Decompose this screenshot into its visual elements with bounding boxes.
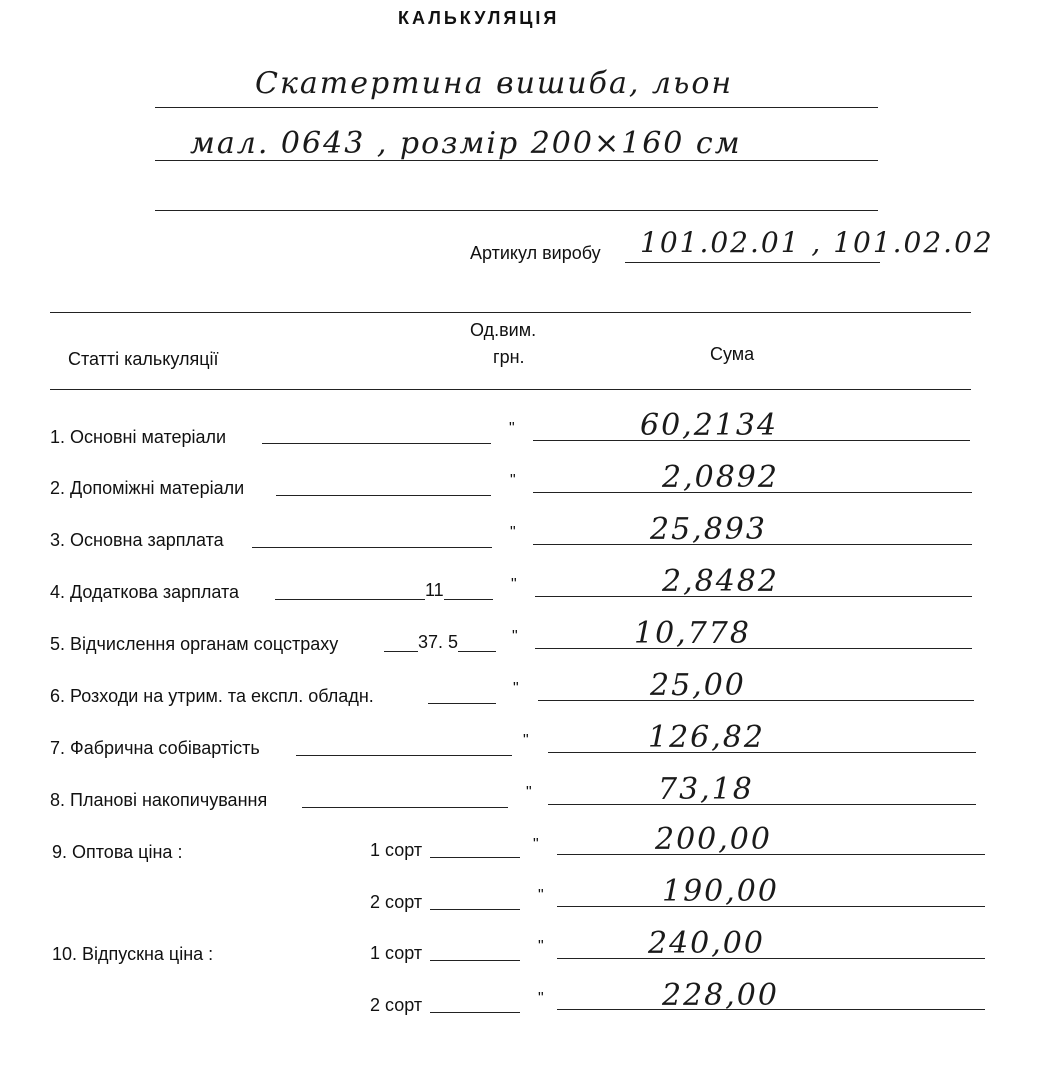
price-value: 190,00 (662, 874, 779, 909)
price-value: 228,00 (662, 978, 779, 1013)
row-value: 25,893 (650, 512, 767, 547)
underline (533, 492, 972, 493)
row-label: 8. Планові накопичування (50, 790, 268, 810)
ditto-mark: " (538, 990, 544, 1007)
ditto-mark: " (533, 836, 539, 853)
table-top-rule (50, 312, 971, 313)
underline (625, 262, 880, 263)
row-value: 2,0892 (662, 460, 779, 495)
ditto-mark: " (510, 524, 516, 541)
underline (535, 596, 972, 597)
row-percent: 11 (425, 580, 444, 600)
underline (430, 960, 520, 961)
underline (538, 700, 974, 701)
underline (275, 599, 493, 600)
release-price-label: 10. Відпускна ціна : (52, 944, 214, 964)
header-unit-currency: грн. (493, 347, 525, 367)
grade-label: 1 сорт (370, 840, 423, 860)
price-value: 240,00 (648, 926, 765, 961)
price-value: 200,00 (655, 822, 772, 857)
row-label: 7. Фабрична собівартість (50, 738, 260, 758)
row-value: 2,8482 (662, 564, 779, 599)
row-value: 25,00 (650, 668, 746, 703)
header-unit: Од.вим. (470, 320, 537, 340)
grade-label: 2 сорт (370, 995, 423, 1015)
row-label: 5. Відчислення органам соцстраху (50, 634, 339, 654)
underline (557, 1009, 985, 1010)
underline (252, 547, 492, 548)
underline (276, 495, 491, 496)
underline (155, 107, 878, 108)
underline (155, 160, 878, 161)
ditto-mark: " (523, 732, 529, 749)
product-name-line-1: Скатертина вишиба, льон (255, 66, 734, 101)
underline (430, 857, 520, 858)
underline (430, 1012, 520, 1013)
ditto-mark: " (538, 938, 544, 955)
ditto-mark: " (511, 576, 517, 593)
row-label: 4. Додаткова зарплата (50, 582, 240, 602)
underline (428, 703, 496, 704)
underline (262, 443, 491, 444)
ditto-mark: " (512, 628, 518, 645)
row-label: 6. Розходи на утрим. та експл. обладн. (50, 686, 374, 706)
row-percent: 37. 5 (418, 632, 459, 652)
row-value: 60,2134 (640, 408, 779, 443)
wholesale-price-label: 9. Оптова ціна : (52, 842, 183, 862)
row-value: 10,778 (634, 616, 751, 651)
row-label: 3. Основна зарплата (50, 530, 224, 550)
row-value: 126,82 (648, 720, 765, 755)
grade-label: 1 сорт (370, 943, 423, 963)
underline (557, 958, 985, 959)
ditto-mark: " (538, 887, 544, 904)
underline (548, 804, 976, 805)
row-value: 73,18 (658, 772, 754, 807)
underline (557, 906, 985, 907)
row-label: 2. Допоміжні матеріали (50, 478, 245, 498)
underline (557, 854, 985, 855)
underline (302, 807, 508, 808)
underline (548, 752, 976, 753)
product-name-line-2: мал. 0643 , розмір 200×160 см (190, 126, 742, 161)
ditto-mark: " (513, 680, 519, 697)
ditto-mark: " (509, 420, 515, 437)
underline (533, 544, 972, 545)
ditto-mark: " (510, 472, 516, 489)
underline (533, 440, 970, 441)
row-label: 1. Основні матеріали (50, 427, 227, 447)
underline (535, 648, 972, 649)
article-label: Артикул виробу (470, 243, 601, 263)
article-value: 101.02.01 , 101.02.02 (640, 226, 994, 259)
document-title: КАЛЬКУЛЯЦІЯ (398, 8, 560, 28)
header-items: Статті калькуляції (68, 349, 219, 369)
grade-label: 2 сорт (370, 892, 423, 912)
underline (296, 755, 512, 756)
header-sum: Сума (710, 344, 755, 364)
underline (430, 909, 520, 910)
ditto-mark: " (526, 784, 532, 801)
underline (155, 210, 878, 211)
table-header-rule (50, 389, 971, 390)
